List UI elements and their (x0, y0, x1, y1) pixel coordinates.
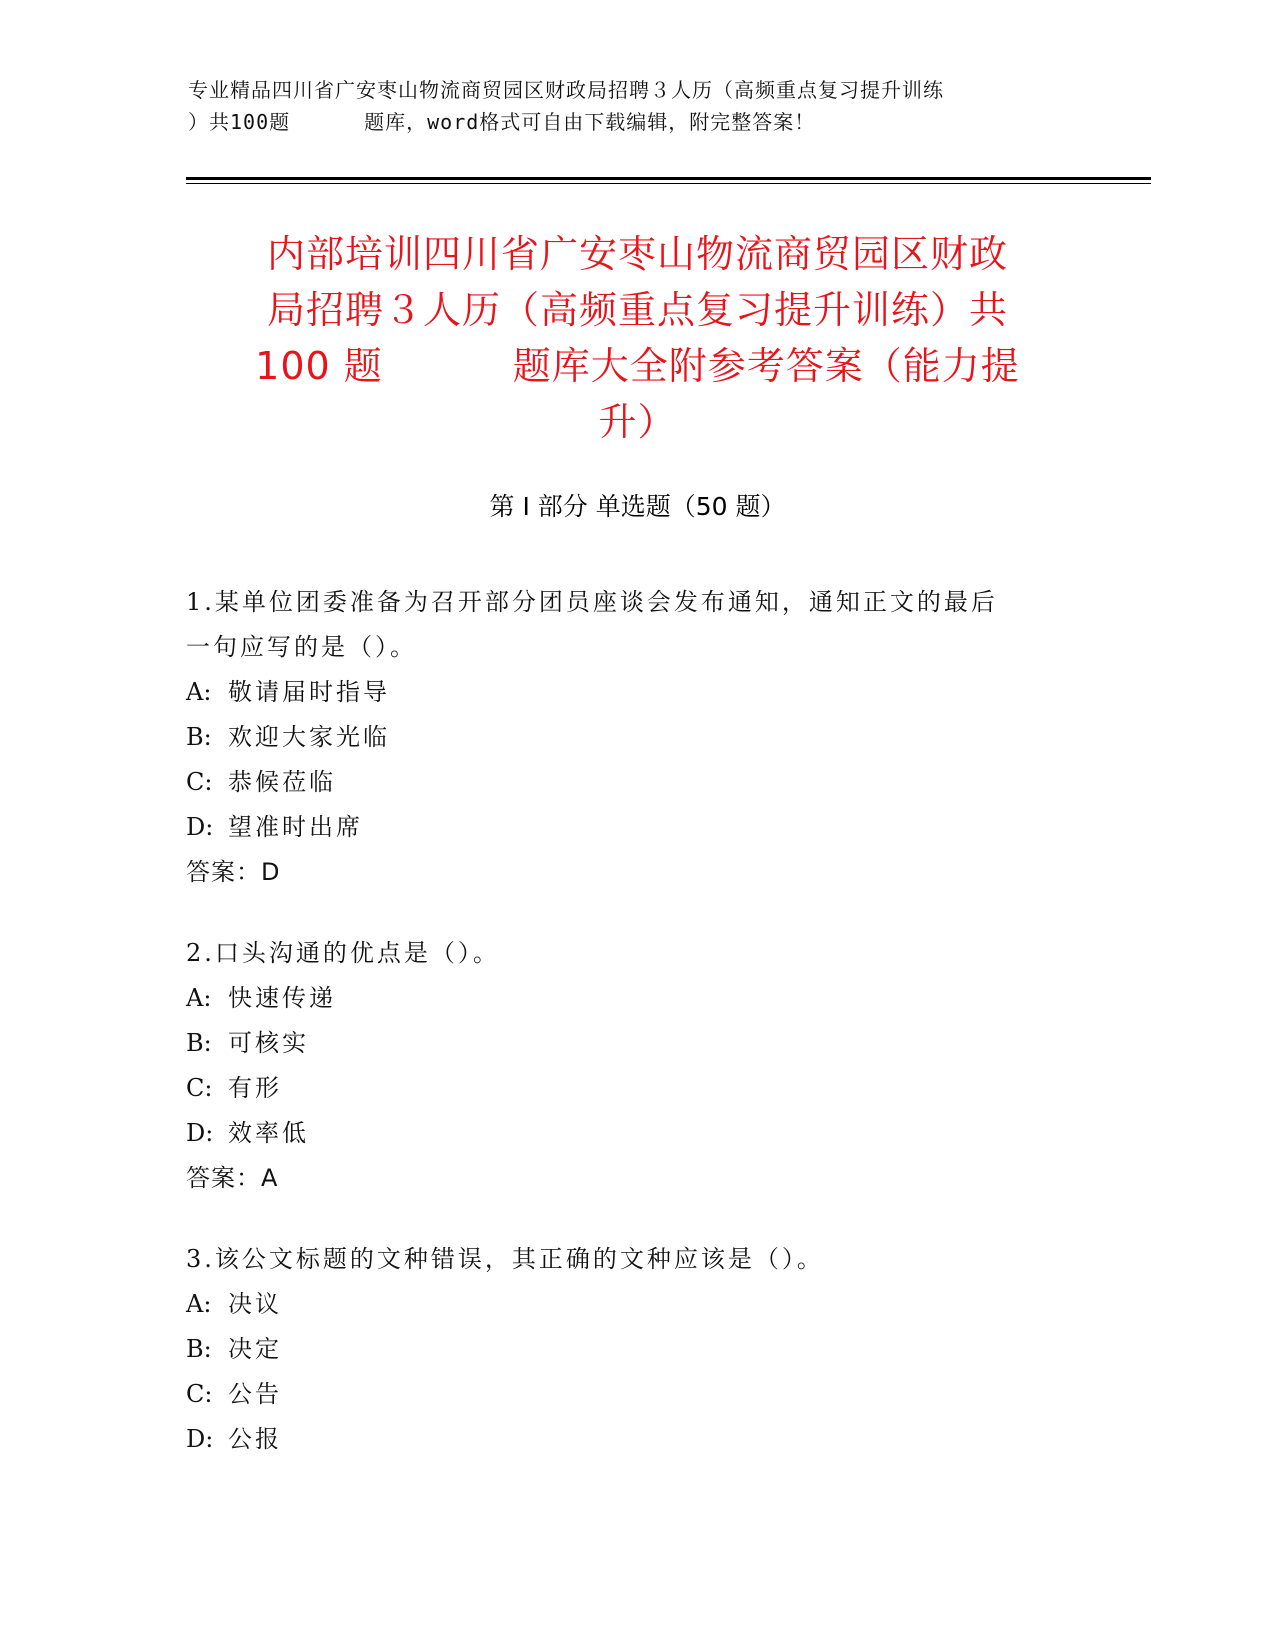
header-note (188, 74, 1088, 138)
section-heading: 第 I 部分 单选题（50 题） (489, 492, 786, 521)
option-text: 敬请届时指导 (228, 678, 390, 706)
option-text: 有形 (228, 1074, 282, 1102)
option-d (186, 1111, 1066, 1156)
title-line-3 (170, 338, 1105, 394)
option-text: 可核实 (228, 1029, 309, 1057)
option-letter: A: (186, 1290, 212, 1318)
option-letter: B: (186, 723, 212, 751)
option-text: 欢迎大家光临 (228, 723, 390, 751)
question-1 (186, 580, 1066, 895)
header-note-line-1: 专业精品四川省广安枣山物流商贸园区财政局招聘３人历（高频重点复习提升训练 (188, 78, 944, 102)
document-title (170, 226, 1105, 450)
option-text: 望准时出席 (228, 813, 363, 841)
option-letter: A: (186, 984, 212, 1012)
question-stem: 1.某单位团委准备为召开部分团员座谈会发布通知，通知正文的最后 (186, 588, 998, 616)
title-count: 100 题 (255, 344, 383, 388)
option-letter: D: (186, 1119, 214, 1147)
header-note-count: ）共100题 (188, 110, 291, 134)
option-letter: A: (186, 678, 212, 706)
option-letter: B: (186, 1335, 212, 1363)
question-list (186, 580, 1066, 1498)
option-a (186, 976, 1066, 1021)
option-d (186, 805, 1066, 850)
option-text: 快速传递 (228, 984, 336, 1012)
title-line-2: 局招聘３人历（高频重点复习提升训练）共 (266, 288, 1008, 332)
header-divider-thick (186, 177, 1151, 180)
option-c (186, 1066, 1066, 1111)
option-text: 恭候莅临 (228, 768, 336, 796)
option-text: 决议 (228, 1290, 282, 1318)
header-divider-thin (186, 183, 1151, 184)
option-text: 效率低 (228, 1119, 309, 1147)
answer-line: 答案：A (186, 1164, 279, 1192)
option-letter: C: (186, 1380, 213, 1408)
option-text: 决定 (228, 1335, 282, 1363)
option-letter: D: (186, 813, 214, 841)
option-letter: B: (186, 1029, 212, 1057)
option-letter: D: (186, 1425, 214, 1453)
option-d (186, 1417, 1066, 1462)
option-text: 公报 (228, 1425, 282, 1453)
question-3 (186, 1237, 1066, 1462)
option-c (186, 1372, 1066, 1417)
question-2 (186, 931, 1066, 1201)
title-line-1: 内部培训四川省广安枣山物流商贸园区财政 (266, 232, 1008, 276)
option-letter: C: (186, 768, 213, 796)
question-stem: 2.口头沟通的优点是（）。 (186, 939, 500, 967)
header-note-desc: 题库，word格式可自由下载编辑，附完整答案！ (364, 110, 816, 134)
option-a (186, 670, 1066, 715)
question-stem-continued: 一句应写的是（）。 (186, 633, 417, 661)
title-suffix: 题库大全附参考答案（能力提 (512, 344, 1020, 388)
option-letter: C: (186, 1074, 213, 1102)
option-b (186, 715, 1066, 760)
option-b (186, 1327, 1066, 1372)
option-b (186, 1021, 1066, 1066)
question-stem: 3.该公文标题的文种错误，其正确的文种应该是（）。 (186, 1245, 824, 1273)
answer-line: 答案：D (186, 858, 281, 886)
header-note-line-2 (188, 106, 1088, 138)
option-c (186, 760, 1066, 805)
option-a (186, 1282, 1066, 1327)
title-line-4: 升） (598, 400, 677, 444)
option-text: 公告 (228, 1380, 282, 1408)
